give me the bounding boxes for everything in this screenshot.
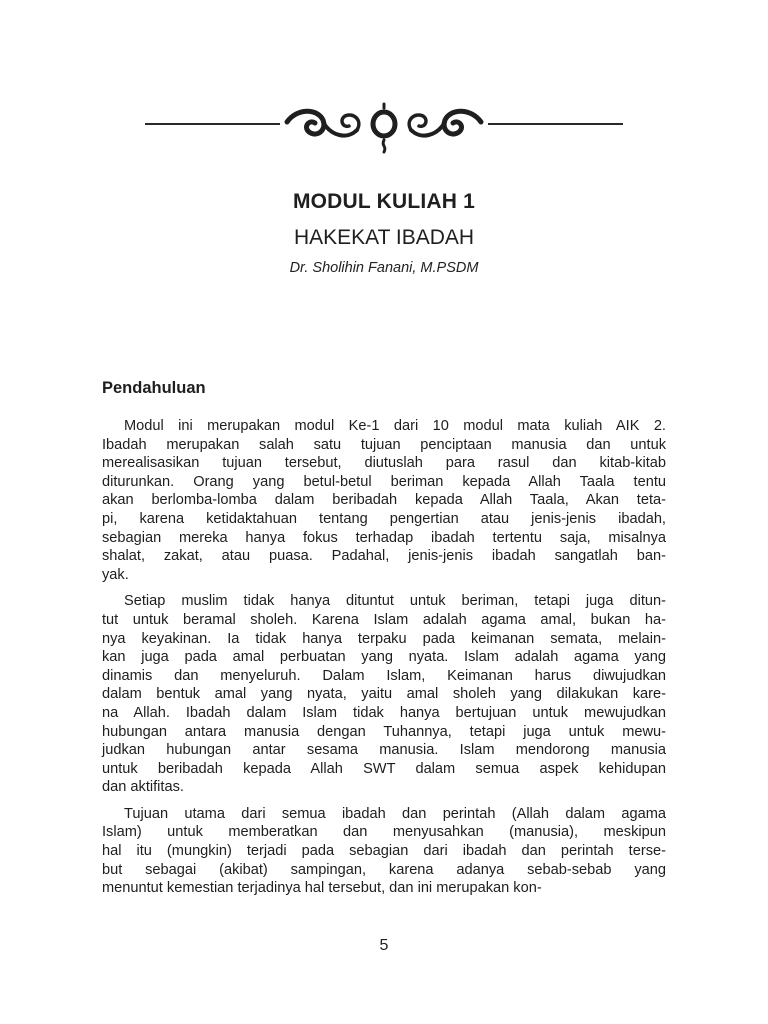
paragraph-line: Islam) untuk memberatkan dan menyusahkan (manusia), meskipun xyxy=(102,824,666,841)
header-ornament xyxy=(145,100,623,160)
page-number: 5 xyxy=(379,937,389,954)
paragraph-line: Setiap muslim tidak hanya dituntut untuk beriman, tetapi juga ditun- xyxy=(124,593,666,610)
ornament-rule-right xyxy=(488,123,623,125)
section-heading: Pendahuluan xyxy=(102,379,206,397)
paragraph-line: judkan hubungan antar sesama manusia. Islam mendorong manusia xyxy=(102,742,666,759)
paragraph-line: merealisasikan tujuan tersebut, diutuslah para rasul dan kitab-kitab xyxy=(102,455,666,472)
module-subtitle: HAKEKAT IBADAH xyxy=(293,226,475,249)
paragraph-line: dinamis dan menyeluruh. Dalam Islam, Keimanan harus diwujudkan xyxy=(102,667,666,684)
paragraph-line: sebagian mereka hanya fokus terhadap ibadah tertentu saja, misalnya xyxy=(102,529,666,546)
paragraph-line: na Allah. Ibadah dalam Islam tidak hanya bertujuan untuk mewujudkan xyxy=(102,704,666,721)
paragraph-line: menuntut kemestian terjadinya hal tersebut, dan ini merupakan kon- xyxy=(102,880,542,897)
paragraph-line: but sebagai (akibat) sampingan, karena adanya sebab-sebab yang xyxy=(102,861,666,878)
flourish-ornament-icon xyxy=(283,100,485,160)
paragraph-line: Modul ini merupakan modul Ke-1 dari 10 modul mata kuliah AIK 2. xyxy=(124,418,666,434)
paragraph-line: hal itu (mungkin) terjadi pada sebagian dari ibadah dan perintah terse- xyxy=(102,843,666,860)
paragraph xyxy=(102,592,666,797)
paragraph-line: diturunkan. Orang yang betul-betul beriman kepada Allah Taala tentu xyxy=(102,473,666,490)
paragraph-line: Ibadah merupakan salah satu tujuan penciptaan manusia dan untuk xyxy=(102,436,666,453)
paragraph-line: nya keyakinan. Ia tidak hanya terpaku pada keimanan semata, melain- xyxy=(102,630,666,647)
paragraph-line: kan juga pada amal perbuatan yang nyata. Islam adalah agama yang xyxy=(102,649,666,666)
paragraph-line: yak. xyxy=(102,566,129,583)
paragraph xyxy=(102,805,666,898)
paragraph-line: akan berlomba-lomba dalam beribadah kepada Allah Taala, Akan teta- xyxy=(102,492,666,509)
paragraph-line: Tujuan utama dari semua ibadah dan perintah (Allah dalam agama xyxy=(124,805,666,822)
author-name: Dr. Sholihin Fanani, M.PSDM xyxy=(289,260,479,276)
paragraph-line: dan aktifitas. xyxy=(102,779,184,796)
module-title: MODUL KULIAH 1 xyxy=(292,190,476,213)
paragraph-line: untuk beribadah kepada Allah SWT dalam semua aspek kehidupan xyxy=(102,760,666,777)
body-text xyxy=(102,417,666,906)
paragraph xyxy=(102,417,666,584)
paragraph-line: dalam bentuk amal yang nyata, yaitu amal sholeh yang dilakukan kare- xyxy=(102,686,666,703)
paragraph-line: shalat, zakat, atau puasa. Padahal, jenis-jenis ibadah sangatlah ban- xyxy=(102,548,666,565)
paragraph-line: tut untuk beramal sholeh. Karena Islam adalah agama amal, bukan ha- xyxy=(102,611,666,628)
paragraph-line: hubungan antara manusia dengan Tuhannya, tetapi juga untuk mewu- xyxy=(102,723,666,740)
paragraph-line: pi, karena ketidaktahuan tentang pengertian atau jenis-jenis ibadah, xyxy=(102,510,666,527)
ornament-rule-left xyxy=(145,123,280,125)
